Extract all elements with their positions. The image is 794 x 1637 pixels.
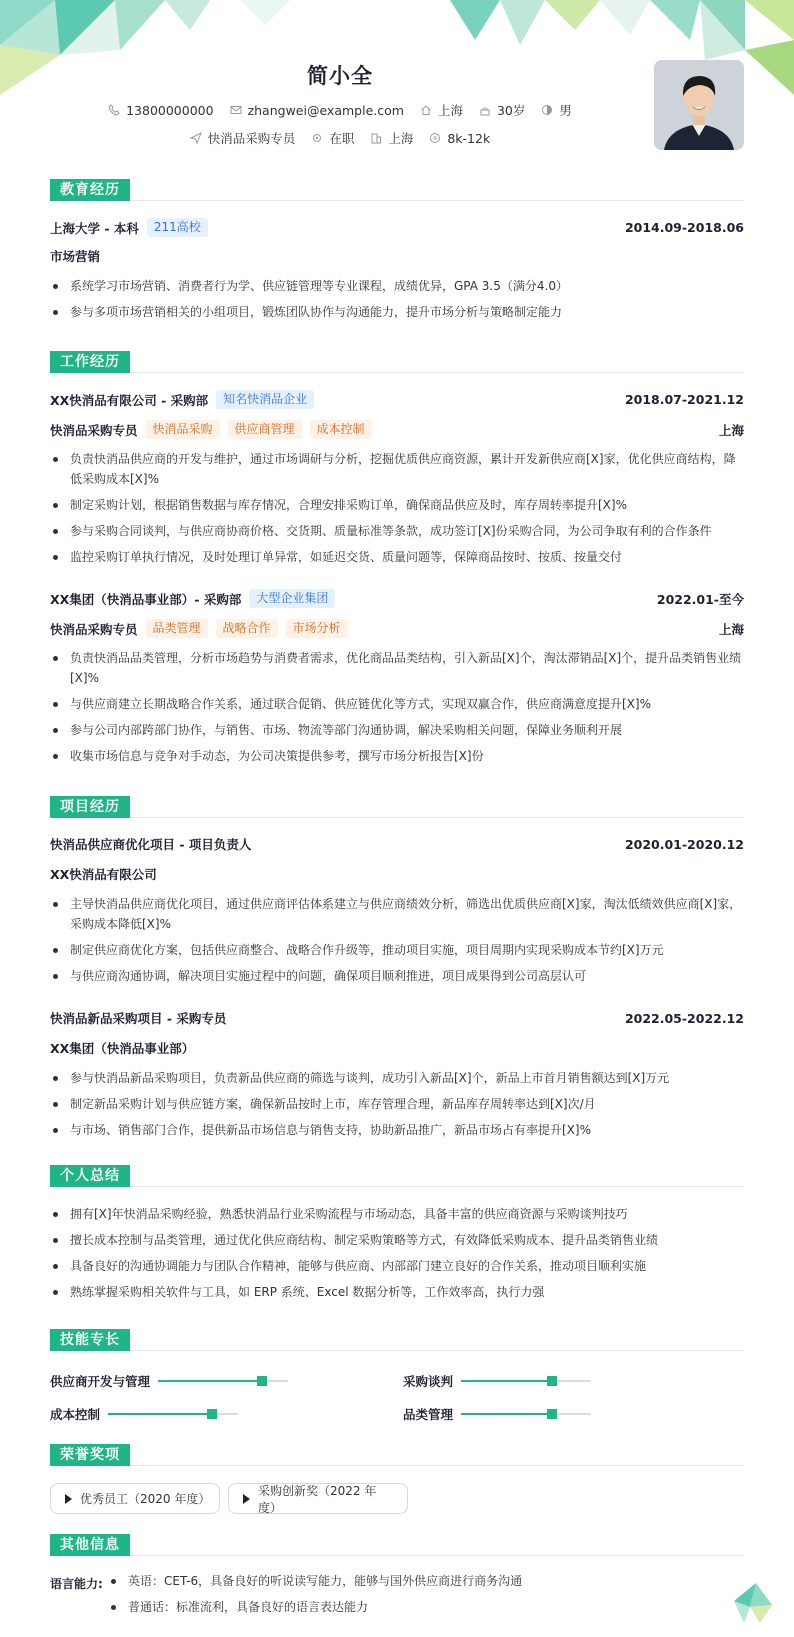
work-section-title: 工作经历	[50, 351, 130, 373]
skill-name: 采购谈判	[403, 1374, 454, 1389]
major-name: 市场营销	[50, 249, 101, 264]
skill-level-marker	[547, 1409, 557, 1419]
salary-text: 8k-12k	[447, 130, 491, 146]
skill-level-marker	[257, 1376, 267, 1386]
list-item: 与市场、销售部门合作，提供新品市场信息与销售支持，协助新品推广，新品市场占有率提升[X]%	[50, 1120, 744, 1140]
list-item: 英语：CET-6，具备良好的听说读写能力，能够与国外供应商进行商务沟通	[108, 1571, 728, 1591]
skills-section-title: 技能专长	[50, 1329, 130, 1351]
other-section-header	[50, 1534, 744, 1556]
school-tag: 211高校	[147, 218, 208, 237]
skill-bar-fill	[158, 1380, 262, 1382]
list-item: 制定供应商优化方案，包括供应商整合、战略合作升级等，推动项目实施，项目周期内实现采购成本节约[X]万元	[50, 940, 744, 960]
gear-icon	[311, 132, 323, 144]
job-title-info	[190, 129, 296, 147]
salary-info	[429, 131, 490, 146]
project-1-bullets	[50, 894, 744, 992]
list-item: 与供应商建立长期战略合作关系，通过联合促销、供应链优化等方式，实现双赢合作，供应商满意度提升[X]%	[50, 694, 744, 714]
work-1-company: XX快消品有限公司 - 采购部	[50, 392, 209, 408]
project-1-name: 快消品供应商优化项目 - 项目负责人	[50, 837, 252, 852]
skill-bar-fill	[108, 1413, 212, 1415]
project-2-date: 2022.05-2022.12	[624, 1010, 744, 1026]
work-1-role-tag: 供应商管理	[228, 420, 302, 439]
avatar-photo	[654, 60, 744, 150]
school-name: 上海大学 - 本科	[50, 220, 139, 236]
awards-section-header	[50, 1444, 744, 1466]
age-text: 30岁	[496, 103, 526, 118]
gender-info	[541, 101, 572, 119]
resume-header	[0, 0, 794, 160]
list-item: 负责快消品品类管理，分析市场趋势与消费者需求，优化商品品类结构，引入新品[X]个，淘汰滞销品[X]个，提升品类销售业绩[X]%	[50, 648, 744, 688]
project-2-bullets	[50, 1068, 744, 1146]
list-item: 与供应商沟通协调，解决项目实施过程中的问题，确保项目顺利推进，项目成果得到公司高层认可	[50, 966, 744, 986]
list-item: 负责快消品供应商的开发与维护，通过市场调研与分析，挖掘优质供应商资源，累计开发新供应商[X]家，优化供应商结构，降低采购成本[X]%	[50, 449, 744, 489]
education-bullets	[50, 276, 744, 328]
status-text: 在职	[329, 131, 355, 146]
list-item: 擅长成本控制与品类管理，通过优化供应商结构、制定采购策略等方式，有效降低采购成本、提升品类销售业绩	[50, 1230, 744, 1250]
work-2-city: 上海	[718, 621, 744, 637]
list-item: 熟练掌握采购相关软件与工具，如 ERP 系统、Excel 数据分析等，工作效率高，执行力强	[50, 1282, 744, 1302]
list-item: 主导快消品供应商优化项目，通过供应商评估体系建立与供应商绩效分析，筛选出优质供应商[X]家，淘汰低绩效供应商[X]家，采购成本降低[X]%	[50, 894, 744, 934]
work-section-header	[50, 351, 744, 373]
list-item: 制定采购计划，根据销售数据与库存情况，合理安排采购订单，确保商品供应及时，库存周转率提升[X]%	[50, 495, 744, 515]
email-text: zhangwei@example.com	[247, 102, 404, 118]
send-icon	[190, 132, 202, 144]
list-item: 普通话：标准流利，具备良好的语言表达能力	[108, 1597, 728, 1617]
list-item: 参与采购合同谈判，与供应商协商价格、交货期、质量标准等条款，成功签订[X]份采购合同，为公司争取有利的合作条件	[50, 521, 744, 541]
work-1-city: 上海	[718, 422, 744, 438]
phone-text: 13800000000	[126, 102, 214, 118]
avatar	[654, 60, 744, 150]
age-info	[479, 101, 525, 119]
project-1-org: XX快消品有限公司	[50, 867, 157, 882]
phone-icon	[108, 104, 120, 116]
award-name: 优秀员工（2020 年度）	[80, 1492, 211, 1506]
education-major-row	[50, 247, 744, 265]
work-2-company-row	[50, 589, 744, 608]
home-icon	[420, 104, 432, 116]
summary-section-header	[50, 1165, 744, 1187]
list-item: 制定新品采购计划与供应链方案，确保新品按时上市，库存管理合理，新品库存周转率达到[X]次/月	[50, 1094, 744, 1114]
location-text: 上海	[437, 103, 463, 118]
skill-bar-fill	[461, 1413, 552, 1415]
target-city-info	[370, 129, 413, 147]
skill-level-marker	[207, 1409, 217, 1419]
gender-text: 男	[559, 103, 572, 118]
status-info	[311, 129, 354, 147]
skill-bar	[108, 1413, 238, 1415]
awards-section-title: 荣誉奖项	[50, 1444, 130, 1466]
project-2-org-row	[50, 1039, 744, 1057]
education-school-row	[50, 218, 744, 237]
building-icon	[370, 132, 382, 144]
work-1-role-row	[50, 420, 744, 439]
work-1-company-tag: 知名快消品企业	[216, 390, 314, 409]
work-2-bullets	[50, 648, 744, 772]
list-item: 参与多项市场营销相关的小组项目，锻炼团队协作与沟通能力，提升市场分析与策略制定能力	[50, 302, 744, 322]
corner-decoration	[730, 1581, 774, 1625]
work-1-role-tag: 成本控制	[310, 420, 372, 439]
work-1-role: 快消品采购专员	[50, 422, 138, 438]
award-item	[50, 1483, 220, 1514]
mail-icon	[230, 104, 242, 116]
skill-bar	[461, 1380, 591, 1382]
language-bullets	[108, 1571, 728, 1623]
education-date: 2014.09-2018.06	[624, 220, 744, 235]
coin-icon	[429, 132, 441, 144]
skill-name: 供应商开发与管理	[50, 1374, 151, 1389]
work-2-role-tag: 品类管理	[146, 619, 208, 638]
other-section-title: 其他信息	[50, 1534, 130, 1556]
work-1-role-tag: 快消品采购	[146, 420, 220, 439]
skill-item	[50, 1372, 288, 1390]
work-2-role-tag: 战略合作	[216, 619, 278, 638]
work-2-date: 2022.01-至今	[656, 591, 744, 607]
award-item	[228, 1483, 408, 1514]
job-line	[0, 129, 680, 147]
skills-section-header	[50, 1329, 744, 1351]
skill-item	[403, 1372, 591, 1390]
skill-name: 品类管理	[403, 1407, 454, 1422]
list-item: 收集市场信息与竞争对手动态，为公司决策提供参考，撰写市场分析报告[X]份	[50, 746, 744, 766]
project-2-name-row	[50, 1009, 744, 1027]
location-info	[420, 101, 463, 119]
skill-item	[50, 1405, 238, 1423]
work-2-role: 快消品采购专员	[50, 621, 138, 637]
work-1-bullets	[50, 449, 744, 573]
project-section-header	[50, 796, 744, 818]
skill-name: 成本控制	[50, 1407, 101, 1422]
project-section-title: 项目经历	[50, 796, 130, 818]
award-name: 采购创新奖（2022 年度）	[258, 1483, 377, 1515]
skill-bar	[158, 1380, 288, 1382]
skill-level-marker	[547, 1376, 557, 1386]
work-2-role-tag: 市场分析	[286, 619, 348, 638]
work-2-company: XX集团（快消品事业部）- 采购部	[50, 591, 242, 607]
list-item: 监控采购订单执行情况，及时处理订单异常，如延迟交货、质量问题等，保障商品按时、按质、按量交付	[50, 547, 744, 567]
work-2-company-tag: 大型企业集团	[249, 589, 335, 608]
summary-section-title: 个人总结	[50, 1165, 130, 1187]
skill-bar-fill	[461, 1380, 552, 1382]
candidate-name: 简小全	[307, 64, 373, 88]
project-2-name: 快消品新品采购项目 - 采购专员	[50, 1011, 227, 1026]
phone-info	[108, 103, 213, 118]
summary-bullets	[50, 1204, 744, 1308]
work-2-role-row	[50, 619, 744, 638]
work-1-company-row	[50, 390, 744, 409]
project-1-name-row	[50, 835, 744, 853]
list-item: 参与公司内部跨部门协作，与销售、市场、物流等部门沟通协调，解决采购相关问题，保障业务顺利开展	[50, 720, 744, 740]
work-1-date: 2018.07-2021.12	[624, 392, 744, 407]
play-icon	[243, 1494, 250, 1504]
contact-line	[0, 101, 680, 119]
skill-bar	[461, 1413, 591, 1415]
skill-item	[403, 1405, 591, 1423]
job-title-text: 快消品采购专员	[207, 131, 296, 146]
target-city-text: 上海	[388, 131, 414, 146]
project-1-date: 2020.01-2020.12	[624, 836, 744, 852]
education-section-title: 教育经历	[50, 179, 130, 201]
list-item: 具备良好的沟通协调能力与团队合作精神，能够与供应商、内部部门建立良好的合作关系，推动项目顺利实施	[50, 1256, 744, 1276]
list-item: 系统学习市场营销、消费者行为学、供应链管理等专业课程，成绩优异，GPA 3.5（满分4.0）	[50, 276, 744, 296]
email-info	[230, 103, 404, 118]
list-item: 拥有[X]年快消品采购经验，熟悉快消品行业采购流程与市场动态，具备丰富的供应商资源与采购谈判技巧	[50, 1204, 744, 1224]
cake-icon	[479, 104, 491, 116]
education-section-header	[50, 179, 744, 201]
language-label: 语言能力:	[50, 1577, 103, 1591]
project-2-org: XX集团（快消品事业部）	[50, 1041, 195, 1056]
list-item: 参与快消品新品采购项目，负责新品供应商的筛选与谈判，成功引入新品[X]个，新品上市首月销售额达到[X]万元	[50, 1068, 744, 1088]
project-1-org-row	[50, 865, 744, 883]
play-icon	[65, 1494, 72, 1504]
gender-icon	[541, 104, 553, 116]
